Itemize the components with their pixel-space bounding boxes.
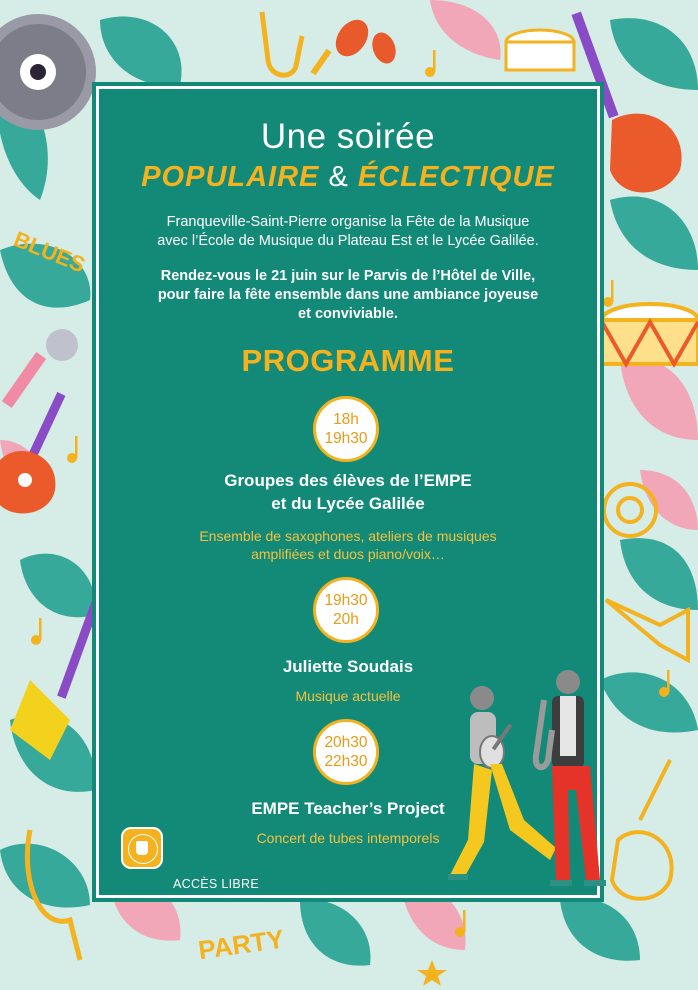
vinyl-record-icon [0, 14, 96, 130]
time-start: 18h [333, 411, 359, 428]
time-badge [313, 577, 379, 643]
flying-v-guitar-icon [10, 602, 100, 760]
desc-line: Ensemble de saxophones, ateliers de musiques [199, 528, 497, 544]
rendezvous-line: pour faire la fête ensemble dans une ambiance joyeuse [157, 287, 539, 303]
rendezvous-line: Rendez-vous le 21 juin sur le Parvis de l’Hôtel de Ville, [160, 268, 536, 284]
rendezvous-text [99, 267, 597, 324]
act-description [99, 527, 597, 563]
desc-line: Musique actuelle [295, 688, 401, 704]
star-icon [417, 960, 447, 986]
free-access-label: ACCÈS LIBRE [173, 877, 259, 891]
leaf-icon [620, 538, 698, 610]
intro-text [99, 213, 597, 251]
leaf-icon [560, 898, 640, 961]
leaf-icon [100, 16, 182, 85]
title-eclectic: ÉCLECTIQUE [357, 161, 555, 193]
free-access-sticker-icon [121, 827, 163, 869]
title-popular: POPULAIRE [141, 161, 320, 193]
microphone-icon [2, 329, 78, 408]
leaf-icon [300, 899, 370, 965]
pink-leaf-icon [640, 470, 698, 530]
guitar-outline-icon [612, 760, 672, 899]
pink-leaf-icon [430, 0, 501, 60]
time-start: 19h30 [324, 592, 368, 609]
act-line: et du Lycée Galilée [271, 494, 425, 513]
trumpet-icon [606, 600, 688, 660]
leaf-icon [610, 196, 698, 270]
maracas-icon [311, 14, 400, 76]
act-line: EMPE Teacher’s Project [251, 799, 445, 818]
blues-word: BLUES [10, 226, 89, 278]
programme-heading: PROGRAMME [241, 343, 455, 378]
free-access-block [121, 827, 259, 891]
time-start: 20h30 [324, 734, 368, 751]
french-horn-icon [604, 484, 656, 536]
party-word: PARTY [196, 923, 286, 966]
title-line2 [99, 161, 597, 194]
time-badge [313, 719, 379, 785]
time-end: 22h30 [324, 753, 368, 770]
drum-icon [506, 30, 574, 70]
leaf-icon [0, 844, 90, 908]
time-end: 20h [333, 611, 359, 628]
saxophone-icon [262, 12, 302, 75]
act-line: Groupes des élèves de l’EMPE [224, 471, 472, 490]
act-name [99, 469, 597, 515]
leaf-icon [600, 672, 698, 732]
leaf-icon [610, 18, 698, 90]
intro-line: Franqueville-Saint-Pierre organise la Fête de la Musique [166, 214, 530, 230]
intro-line: avec l’École de Musique du Plateau Est et le Lycée Galilée. [157, 233, 539, 249]
rendezvous-line: et conviviable. [298, 306, 398, 322]
title-line1: Une soirée [260, 117, 436, 156]
time-badge [313, 396, 379, 462]
performers-illustration [440, 660, 610, 900]
act-line: Juliette Soudais [282, 657, 414, 676]
pink-leaf-icon [620, 358, 698, 440]
snare-drum-icon [602, 304, 698, 364]
leaf-icon [20, 554, 95, 618]
desc-line: Concert de tubes intemporels [256, 830, 440, 846]
time-end: 19h30 [324, 430, 368, 447]
desc-line: amplifiées et duos piano/voix… [251, 546, 445, 562]
title-ampersand: & [328, 161, 349, 193]
